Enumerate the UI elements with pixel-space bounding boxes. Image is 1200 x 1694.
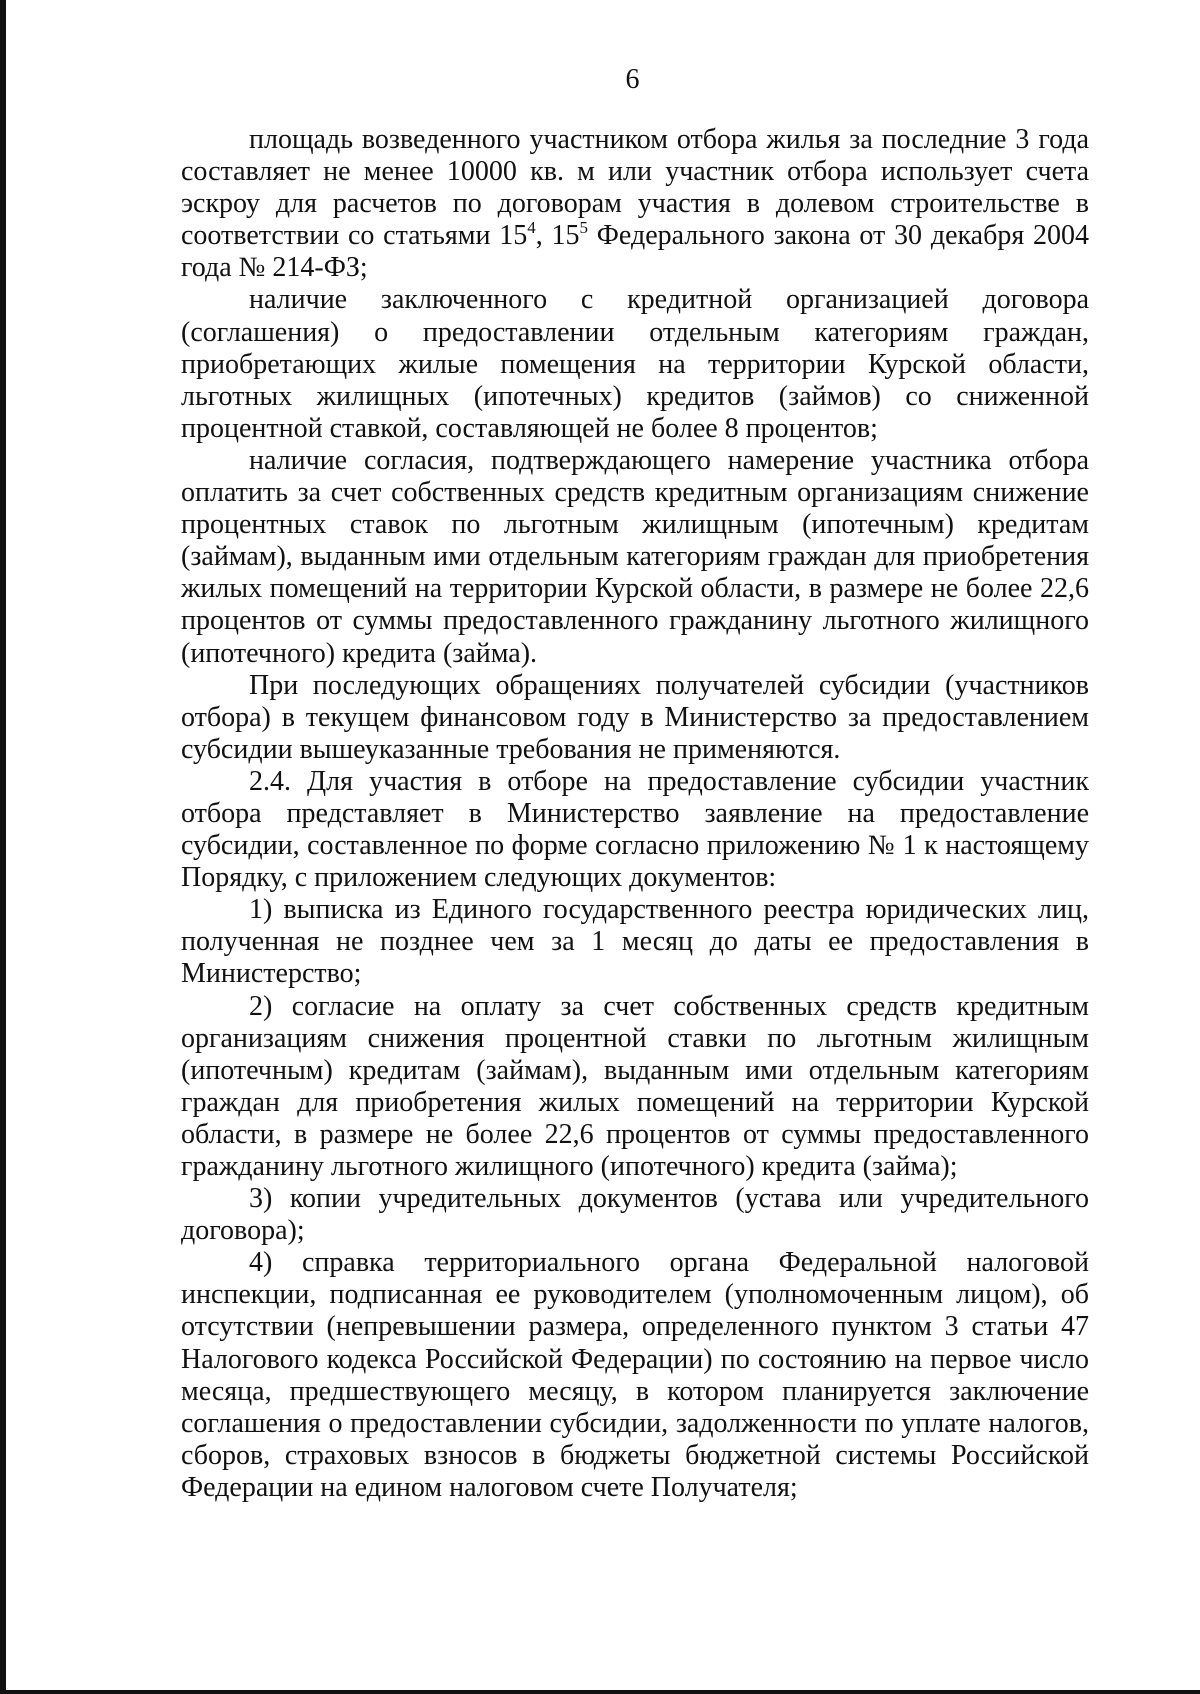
- list-item-2-consent: 2) согласие на оплату за счет собственных средств кредитным организациям снижения процентной ставки по льготным жилищным (ипотечным) кредитам (займам), выданным ими отдельным категориям граждан для приобретения жилых помещений на территории Курской области, в размере не более 22,6 процентов от суммы предоставленного гражданину льготного жилищного (ипотечного) кредита (займа);: [181, 990, 1089, 1182]
- paragraph-credit-agreement: наличие заключенного с кредитной организацией договора (соглашения) о предоставлении отдельным категориям граждан, приобретающих жилые помещения на территории Курской области, льготных жилищных (ипотечных) кредитов (займов) со сниженной процентной ставкой, составляющей не более 8 процентов;: [181, 284, 1089, 444]
- paragraph-text: Федерального закона от 30 декабря 2004 года № 214-ФЗ;: [181, 220, 1089, 284]
- superscript-article-5: 5: [579, 218, 588, 238]
- paragraph-housing-area: [181, 124, 1089, 284]
- list-item-4-tax-certificate: 4) справка территориального органа Федеральной налоговой инспекции, подписанная ее руководителем (уполномоченным лицом), об отсутствии (непревышении размера, определенного пунктом 3 статьи 47 Налогового кодекса Российской Федерации) по состоянию на первое число месяца, предшествующего месяцу, в котором планируется заключение соглашения о предоставлении субсидии, задолженности по уплате налогов, сборов, страховых взносов в бюджеты бюджетной системы Российской Федерации на едином налоговом счете Получателя;: [181, 1247, 1089, 1503]
- list-item-1-registry-extract: 1) выписка из Единого государственного реестра юридических лиц, полученная не позднее чем за 1 месяц до даты ее предоставления в Министерство;: [181, 894, 1089, 990]
- paragraph-text: площадь возведенного участником отбора жилья за последние 3 года составляет не менее 10000 кв. м или участник отбора использует счета эскроу для расчетов по договорам участия в долевом строительстве в соответствии со статьями 15: [181, 124, 1089, 252]
- page-number: 6: [625, 64, 640, 95]
- list-item-3-founding-documents: 3) копии учредительных документов (устава или учредительного договора);: [181, 1183, 1089, 1247]
- paragraph-text: , 15: [535, 220, 580, 252]
- superscript-article-4: 4: [527, 218, 536, 238]
- document-body: [181, 124, 1089, 1504]
- paragraph-section-2-4: 2.4. Для участия в отборе на предоставление субсидии участник отбора представляет в Министерство заявление на предоставление субсидии, составленное по форме согласно приложению № 1 к настоящему Порядку, с приложением следующих документов:: [181, 765, 1089, 894]
- scan-edge-bottom: [0, 1690, 1200, 1694]
- paragraph-subsequent-requests: При последующих обращениях получателей субсидии (участников отбора) в текущем финансовом году в Министерство за предоставлением субсидии вышеуказанные требования не применяются.: [181, 669, 1089, 765]
- paragraph-consent: наличие согласия, подтверждающего намерение участника отбора оплатить за счет собственных средств кредитным организациям снижение процентных ставок по льготным жилищным (ипотечным) кредитам (займам), выданным ими отдельным категориям граждан для приобретения жилых помещений на территории Курской области, в размере не более 22,6 процентов от суммы предоставленного гражданину льготного жилищного (ипотечного) кредита (займа).: [181, 444, 1089, 669]
- scan-edge-left: [0, 0, 6, 1694]
